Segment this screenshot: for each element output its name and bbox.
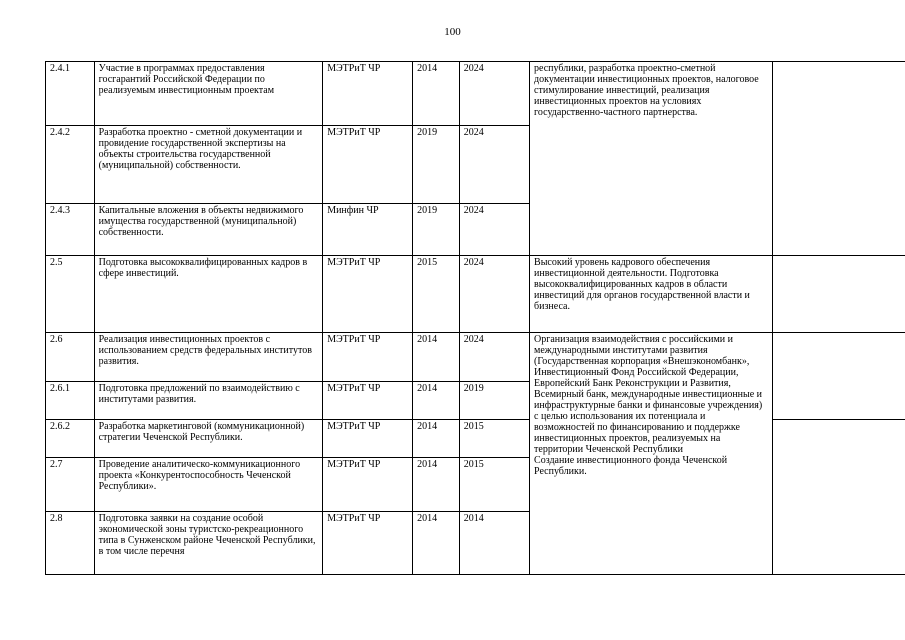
result-text: Организация взаимодействия с российскими и международными институтами развития (Государственная корпорация «Внешэкономбанк», Инвестиционный Фонд Российской Федерации, Европейский Банк Реконструкции и Развития, Всемирный банк, международные инвестиционные и инфраструктурные банки и финансовые учреждения) с целью использования их потенциала и возможностей по финансированию и поддержке инвестиционных проектов, реализуемых на территории Чеченской Республики [534,334,763,455]
result-text: Создание инвестиционного фонда Чеченской Республики. [534,455,728,477]
row-executor: МЭТРиТ ЧР [323,333,413,382]
row-end-year: 2015 [459,420,529,458]
program-table [45,61,905,575]
row-description: Разработка маркетинговой (коммуникационной) стратегии Чеченской Республики. [94,420,323,458]
row-start-year: 2014 [413,62,460,126]
row-end-year: 2015 [459,458,529,512]
table-row [46,420,905,458]
row-description: Подготовка высококвалифицированных кадров в сфере инвестиций. [94,256,323,333]
row-start-year: 2014 [413,512,460,575]
row-end-year: 2024 [459,62,529,126]
result-cell: республики, разработка проектно-сметной документации инвестиционных проектов, налоговое стимулирование инвестиций, реализация инвестиционных проектов на условиях государственно-частного партнерства. [530,62,773,256]
empty-cell [773,420,905,575]
row-number: 2.4.2 [46,126,95,204]
empty-cell [773,333,905,420]
row-end-year: 2014 [459,512,529,575]
row-number: 2.8 [46,512,95,575]
row-number: 2.6 [46,333,95,382]
row-description: Проведение аналитическо-коммуникационного проекта «Конкурентоспособность Чеченской Республики». [94,458,323,512]
row-end-year: 2024 [459,333,529,382]
row-number: 2.6.1 [46,382,95,420]
result-cell [530,333,773,575]
table-row [46,333,905,382]
row-start-year: 2019 [413,204,460,256]
row-number: 2.6.2 [46,420,95,458]
row-number: 2.5 [46,256,95,333]
row-executor: МЭТРиТ ЧР [323,382,413,420]
row-start-year: 2014 [413,458,460,512]
row-executor: МЭТРиТ ЧР [323,256,413,333]
row-start-year: 2014 [413,382,460,420]
row-start-year: 2015 [413,256,460,333]
row-end-year: 2024 [459,256,529,333]
row-start-year: 2014 [413,333,460,382]
result-cell: Высокий уровень кадрового обеспечения инвестиционной деятельности. Подготовка высококвалифицированных кадров в области инвестиций для органов государственной власти и бизнеса. [530,256,773,333]
row-number: 2.4.3 [46,204,95,256]
row-description: Реализация инвестиционных проектов с использованием средств федеральных институтов развития. [94,333,323,382]
row-number: 2.4.1 [46,62,95,126]
row-executor: МЭТРиТ ЧР [323,62,413,126]
row-number: 2.7 [46,458,95,512]
row-start-year: 2019 [413,126,460,204]
row-executor: МЭТРиТ ЧР [323,420,413,458]
table-row [46,62,905,126]
row-end-year: 2024 [459,126,529,204]
row-executor: МЭТРиТ ЧР [323,512,413,575]
table-row [46,256,905,333]
empty-cell [773,256,905,333]
row-executor: МЭТРиТ ЧР [323,458,413,512]
row-description: Капитальные вложения в объекты недвижимого имущества государственной (муниципальной) собственности. [94,204,323,256]
row-end-year: 2024 [459,204,529,256]
row-description: Разработка проектно - сметной документации и провидение государственной экспертизы на объекты строительства государственной (муниципальной) собственности. [94,126,323,204]
row-description: Подготовка предложений по взаимодействию с институтами развития. [94,382,323,420]
row-description: Участие в программах предоставления госгарантий Российской Федерации по реализуемым инвестиционным проектам [94,62,323,126]
row-executor: МЭТРиТ ЧР [323,126,413,204]
row-start-year: 2014 [413,420,460,458]
empty-cell [773,62,905,256]
row-description: Подготовка заявки на создание особой экономической зоны туристско-рекреационного типа в Сунженском районе Чеченской Республики, в том числе перечня [94,512,323,575]
row-executor: Минфин ЧР [323,204,413,256]
row-end-year: 2019 [459,382,529,420]
page-number: 100 [444,26,461,38]
